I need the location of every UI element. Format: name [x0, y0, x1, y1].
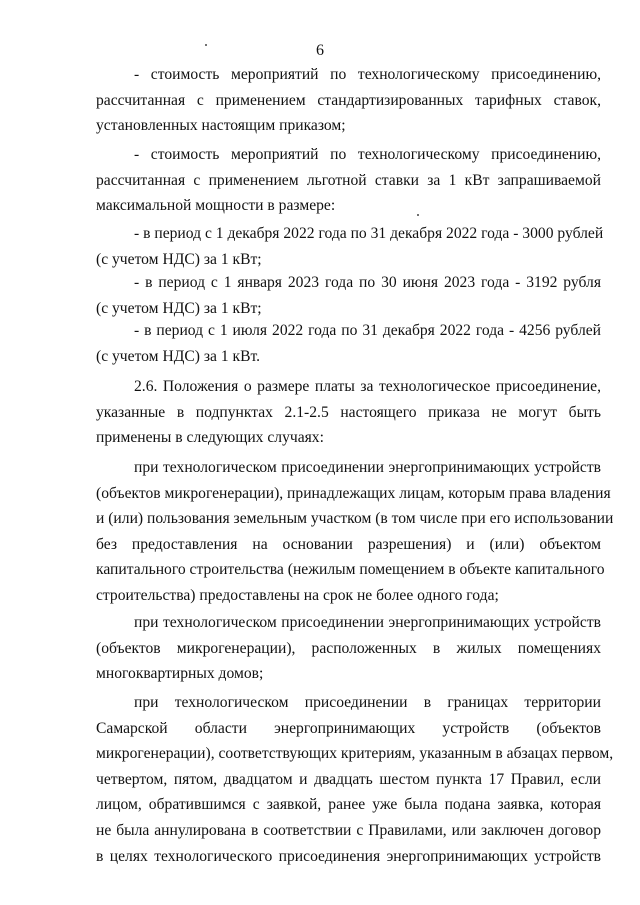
paragraph-period-dec-2022	[96, 221, 604, 272]
text-line: (объектов микрогенерации), принадлежащих лицам, которым права владения	[96, 484, 611, 502]
text-line: строительства) предоставлены на срок не более одного года;	[96, 586, 499, 604]
paragraph-period-jul-2022	[96, 318, 601, 369]
text-line: рассчитанная с применением стандартизированных тарифных ставок,	[96, 91, 601, 109]
paragraph-case-apartment-buildings	[96, 610, 601, 687]
paragraph-case-samara-region	[96, 690, 614, 869]
text-line: (с учетом НДС) за 1 кВт;	[96, 250, 262, 268]
text-line: применены в следующих случаях:	[96, 429, 324, 447]
text-line: установленных настоящим приказом;	[96, 117, 346, 135]
page-number: 6	[316, 42, 324, 59]
text-line: (с учетом НДС) за 1 кВт;	[96, 299, 262, 317]
text-line: - стоимость мероприятий по технологическому присоединению,	[134, 146, 601, 163]
paragraph-period-jan-jun-2023	[96, 270, 601, 321]
text-line: в целях технологического присоединения энергопринимающих устройств	[96, 847, 601, 865]
text-line: - в период с 1 января 2023 года по 30 июня 2023 года - 3192 рубля	[134, 274, 601, 291]
text-line: лицом, обратившимся с заявкой, ранее уже была подана заявка, которая	[96, 796, 601, 814]
text-line: без предоставления на основании разрешения) и (или) объектом	[96, 535, 601, 553]
text-line: при технологическом присоединении энергопринимающих устройств	[134, 614, 601, 631]
text-line: капитального строительства (нежилым помещением в объекте капитального	[96, 561, 605, 579]
paragraph-case-short-term-rights	[96, 455, 614, 609]
text-line: максимальной мощности в размере:	[96, 197, 336, 215]
text-line: Самарской области энергопринимающих устройств (объектов	[96, 719, 601, 737]
text-line: микрогенерации), соответствующих критериям, указанным в абзацах первом,	[96, 745, 614, 763]
text-line: рассчитанная с применением льготной ставки за 1 кВт запрашиваемой	[96, 171, 601, 189]
text-line: при технологическом присоединении в границах территории	[134, 694, 601, 711]
text-line: - стоимость мероприятий по технологическому присоединению,	[134, 66, 601, 83]
paragraph-cost-standard-rates	[96, 62, 601, 139]
text-line: не была аннулирована в соответствии с Правилами, или заключен договор	[96, 821, 601, 839]
text-line: - в период с 1 июля 2022 года по 31 декабря 2022 года - 4256 рублей	[134, 322, 601, 339]
text-line: четвертом, пятом, двадцатом и двадцать шестом пункта 17 Правил, если	[96, 770, 601, 788]
text-line: указанные в подпунктах 2.1-2.5 настоящего приказа не могут быть	[96, 403, 601, 421]
text-line: и (или) пользования земельным участком (в том числе при его использовании	[96, 510, 614, 528]
text-line: (с учетом НДС) за 1 кВт.	[96, 347, 261, 365]
text-line: - в период с 1 декабря 2022 года по 31 декабря 2022 года - 3000 рублей	[134, 225, 604, 242]
text-line: при технологическом присоединении энергопринимающих устройств	[134, 459, 601, 476]
paragraph-cost-preferential-rate	[96, 142, 601, 219]
text-line: 2.6. Положения о размере платы за технологическое присоединение,	[134, 378, 601, 395]
paragraph-clause-2-6	[96, 374, 601, 451]
text-line: многоквартирных домов;	[96, 665, 264, 683]
text-line: (объектов микрогенерации), расположенных в жилых помещениях	[96, 639, 601, 657]
